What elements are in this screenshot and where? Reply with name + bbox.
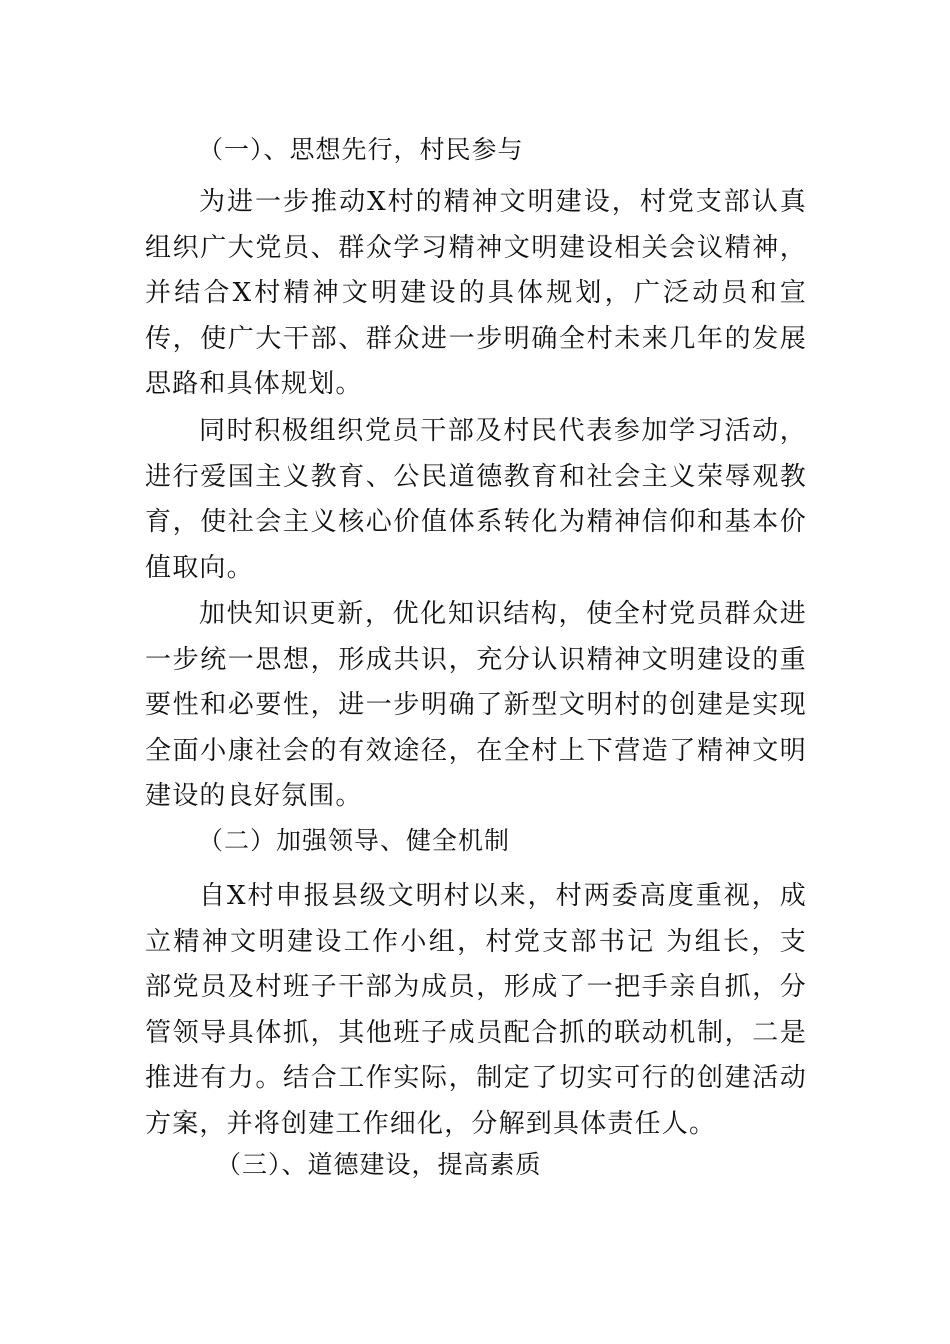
section-heading-2: （二）加强领导、健全机制 [198,826,511,855]
paragraph-2: 同时积极组织党员干部及村民代表参加学习活动，进行爱国主义教育、公民道德教育和社会主义荣辱观教育，使社会主义核心价值体系转化为精神信仰和基本价值取向。 [145,416,807,583]
paragraph-3: 加快知识更新，优化知识结构，使全村党员群众进一步统一思想，形成共识，充分认识精神文明建设的重要性和必要性，进一步明确了新型文明村的创建是实现全面小康社会的有效途径，在全村上下营造了精神文明建设的良好氛围。 [145,599,807,811]
paragraph-1: 为进一步推动X村的精神文明建设，村党支部认真组织广大党员、群众学习精神文明建设相关会议精神，并结合X村精神文明建设的具体规划，广泛动员和宣传，使广大干部、群众进一步明确全村未来几年的发展思路和具体规划。 [145,187,807,399]
section-heading-3: （三）、道德建设，提高素质 [216,1150,542,1179]
paragraph-4: 自X村申报县级文明村以来，村两委高度重视，成立精神文明建设工作小组，村党支部书记 为组长，支部党员及村班子干部为成员，形成了一把手亲自抓，分管领导具体抓，其他班子成员配合抓的联动机制，二是推进有力。结合工作实际，制定了切实可行的创建活动方案，并将创建工作细化，分解到具体责任人。 [145,881,807,1139]
section-heading-1: （一）、思想先行，村民参与 [198,135,524,164]
